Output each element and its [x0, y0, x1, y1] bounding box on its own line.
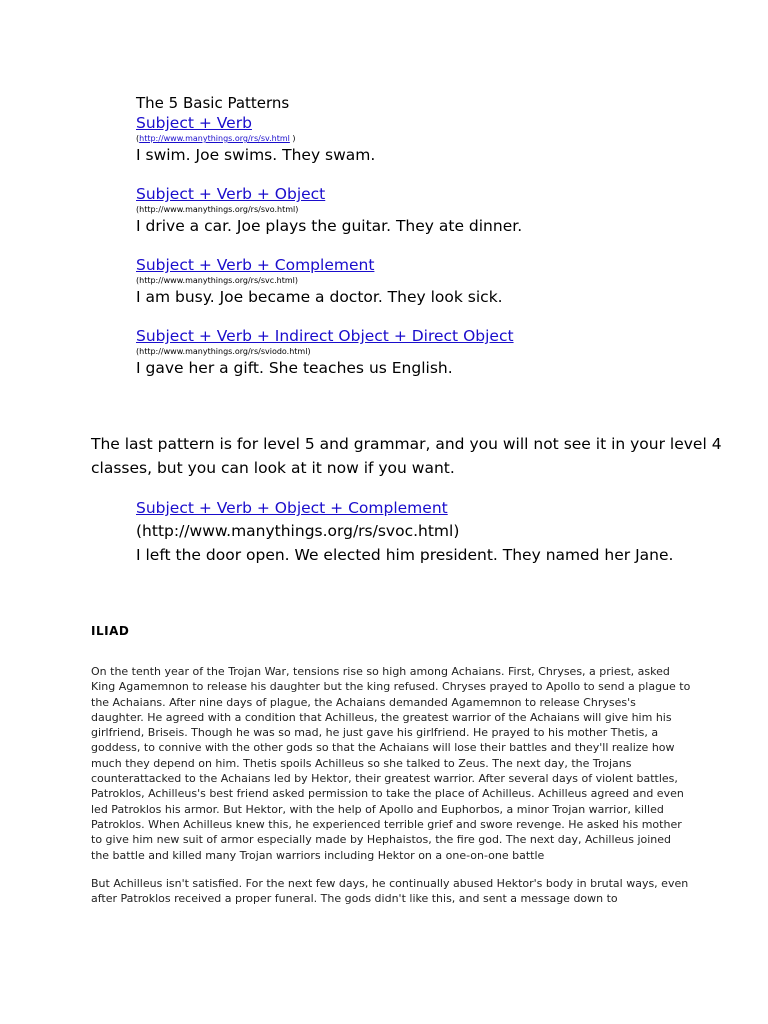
pattern-svc [136, 255, 756, 308]
iliad-paragraph: But Achilleus isn't satisfied. For the next few days, he continually abused Hektor's body in brutal ways, even after Patroklos received a proper funeral. The gods didn't like this, and sent a message down to [91, 876, 689, 906]
patterns-heading: The 5 Basic Patterns [136, 94, 290, 112]
pattern-svo [136, 184, 756, 237]
iliad-title: ILIAD [91, 624, 130, 638]
pattern-url-sv [136, 133, 756, 144]
pattern-url-svc: (http://www.manythings.org/rs/svc.html) [136, 276, 299, 285]
pattern-url-svoc: (http://www.manythings.org/rs/svoc.html) [136, 522, 460, 540]
pattern-sviodo [136, 326, 756, 379]
level-note: The last pattern is for level 5 and grammar, and you will not see it in your level 4 classes, but you can look at it now if you want. [91, 435, 722, 477]
url-close-paren: ) [289, 134, 296, 143]
pattern-example-svc: I am busy. Joe became a doctor. They look sick. [136, 288, 503, 306]
basic-patterns-section [136, 93, 756, 379]
url-open-paren: ( [136, 134, 140, 143]
pattern-example-sviodo: I gave her a gift. She teaches us English. [136, 359, 453, 377]
pattern-link-svc[interactable]: Subject + Verb + Complement [136, 256, 375, 274]
pattern-svoc [136, 497, 736, 567]
pattern-link-svo[interactable]: Subject + Verb + Object [136, 185, 326, 203]
pattern-example-svoc: I left the door open. We elected him president. They named her Jane. [136, 546, 674, 564]
pattern-link-svoc[interactable]: Subject + Verb + Object + Complement [136, 499, 448, 517]
pattern-example-sv: I swim. Joe swims. They swam. [136, 146, 376, 164]
pattern-link-sv[interactable]: Subject + Verb [136, 114, 252, 132]
iliad-summary [91, 664, 691, 919]
url-link-sv[interactable]: http://www.manythings.org/rs/sv.html [139, 134, 290, 143]
pattern-example-svo: I drive a car. Joe plays the guitar. They ate dinner. [136, 217, 523, 235]
pattern-url-sviodo: (http://www.manythings.org/rs/sviodo.html) [136, 347, 311, 356]
pattern-url-svo: (http://www.manythings.org/rs/svo.html) [136, 205, 299, 214]
iliad-paragraph: On the tenth year of the Trojan War, tensions rise so high among Achaians. First, Chryses, a priest, asked King Agamemnon to release his daughter but the king refused. Chryses prayed to Apollo to send a plague to the Achaians. After nine days of plague, the Achaians demanded Agamemnon to release Chryses's daughter. He agreed with a condition that Achilleus, the greatest warrior of the Achaians will give him his girlfriend, Briseis. Though he was so mad, he just gave his girlfriend. He prayed to his mother Thetis, a goddess, to connive with the other gods so that the Achaians will lose their battles and they'll realize how much they depend on him. Thetis spoils Achilleus so she talked to Zeus. The next day, the Trojans counterattacked to the Achaians led by Hektor, their greatest warrior. After several days of violent battles, Patroklos, Achilleus's best friend asked permission to take the place of Achilleus. Achilleus agreed and even led Patroklos his armor. But Hektor, with the help of Apollo and Euphorbos, a minor Trojan warrior, killed Patroklos. When Achilleus knew this, he experienced terrible grief and swore revenge. He asked his mother to give him new suit of armor especially made by Hephaistos, the fire god. The next day, Achilleus joined the battle and killed many Trojan warriors including Hektor on a one-on-one battle [91, 665, 691, 862]
pattern-link-sviodo[interactable]: Subject + Verb + Indirect Object + Direct Object [136, 327, 514, 345]
pattern-sv [136, 113, 756, 166]
